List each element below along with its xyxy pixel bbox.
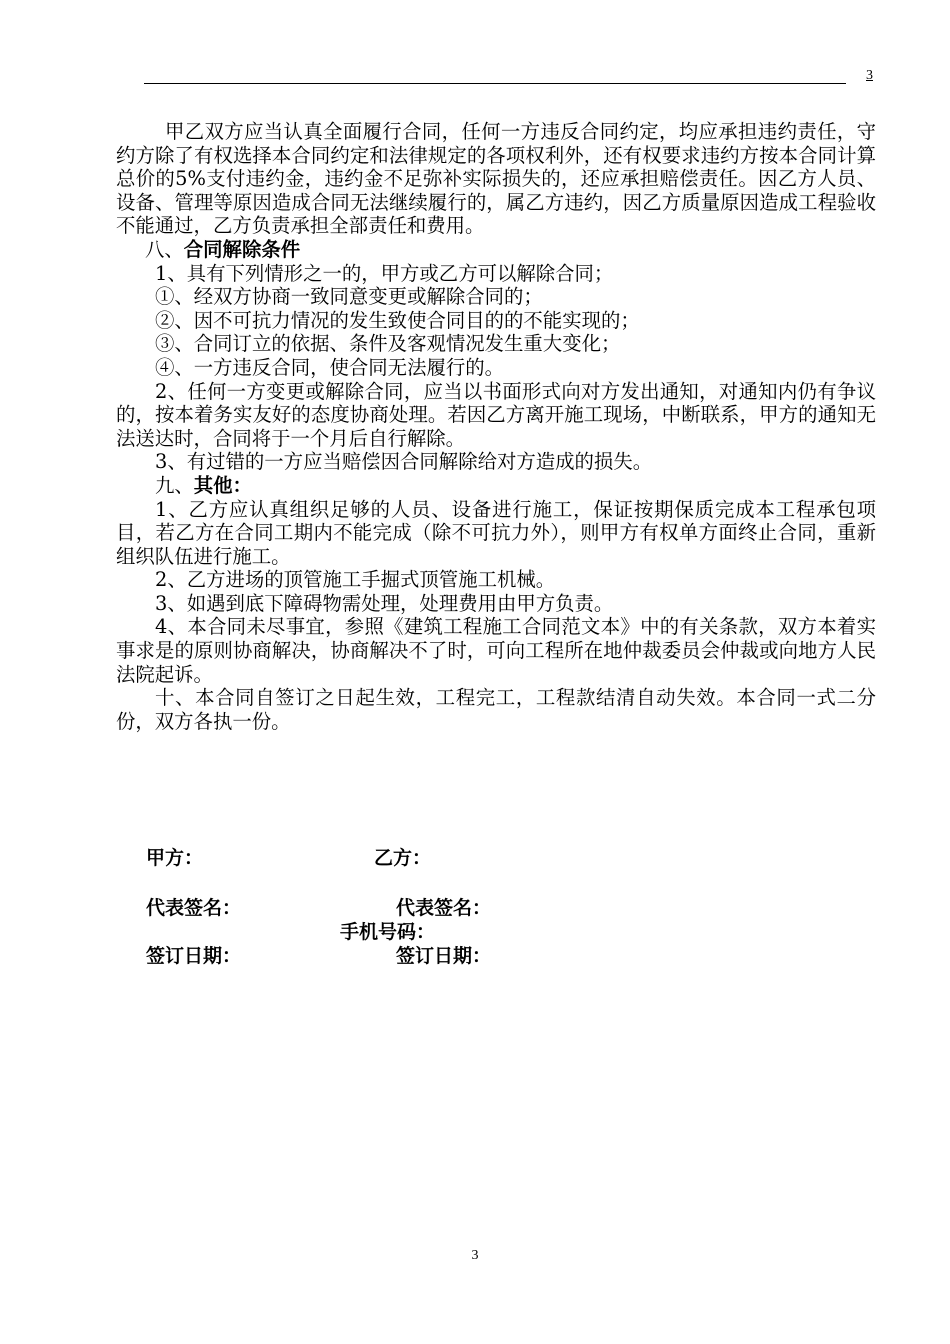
party-b-representative-label: 代表签名： [396,897,492,919]
header-page-number: 3 [866,68,873,83]
section-10-paragraph: 十、本合同自签订之日起生效，工程完工，工程款结清自动失效。本合同一式二分份，双方各执一份。 [116,686,876,733]
section-9-prefix: 九、 [155,473,194,497]
party-a-label: 甲方： [146,847,204,869]
section-9-clause-2: 2、乙方进场的顶管施工手掘式顶管施工机械。 [155,568,556,592]
section-8-clause-1d: ④、一方违反合同，使合同无法履行的。 [155,355,505,379]
section-8-heading [116,238,876,262]
section-8-prefix: 八、 [145,237,184,261]
phone-number-label: 手机号码： [340,921,436,943]
party-b-label: 乙方： [374,847,432,869]
section-8-clause-1c: ③、合同订立的依据、条件及客观情况发生重大变化； [155,332,621,356]
section-8-clause-2: 2、任何一方变更或解除合同，应当以书面形式向对方发出通知，对通知内仍有争议的，按本着务实友好的态度协商处理。若因乙方离开施工现场，中断联系，甲方的通知无法送达时，合同将于一个月后自行解除。 [116,379,876,450]
section-8-title: 合同解除条件 [183,237,301,261]
section-8-clause-1: 1、具有下列情形之一的，甲方或乙方可以解除合同； [155,261,614,285]
party-a-sign-date-label: 签订日期： [146,945,242,967]
section-9-clause-3: 3、如遇到底下障碍物需处理，处理费用由甲方负责。 [155,591,614,615]
footer-page-number: 3 [471,1248,479,1263]
section-9-heading [116,474,876,498]
section-8-clause-1b: ②、因不可抗力情况的发生致使合同目的的不能实现的； [155,308,640,332]
contract-body [116,120,876,733]
section-8-clause-1a: ①、经双方协商一致同意变更或解除合同的； [155,285,543,309]
section-9-clause-4: 4、本合同未尽事宜，参照《建筑工程施工合同范文本》中的有关条款，双方本着实事求是的原则协商解决，协商解决不了时，可向工程所在地仲裁委员会仲裁或向地方人民法院起诉。 [116,615,876,686]
section-9-clause-1: 1、乙方应认真组织足够的人员、设备进行施工，保证按期保质完成本工程承包项目，若乙方在合同工期内不能完成（除不可抗力外），则甲方有权单方面终止合同，重新组织队伍进行施工。 [116,497,876,568]
section-9-title: 其他： [193,473,252,497]
section-8-clause-3: 3、有过错的一方应当赔偿因合同解除给对方造成的损失。 [155,450,653,474]
party-a-representative-label: 代表签名： [146,897,242,919]
header-rule [144,83,846,84]
party-b-sign-date-label: 签订日期： [396,945,492,967]
liability-paragraph: 甲乙双方应当认真全面履行合同，任何一方违反合同约定，均应承担违约责任，守约方除了有权选择本合同约定和法律规定的各项权利外，还有权要求违约方按本合同计算总价的5%支付违约金，违约金不足弥补实际损失的，还应承担赔偿责任。因乙方人员、设备、管理等原因造成合同无法继续履行的，属乙方违约，因乙方质量原因造成工程验收不能通过，乙方负责承担全部责任和费用。 [116,120,876,238]
